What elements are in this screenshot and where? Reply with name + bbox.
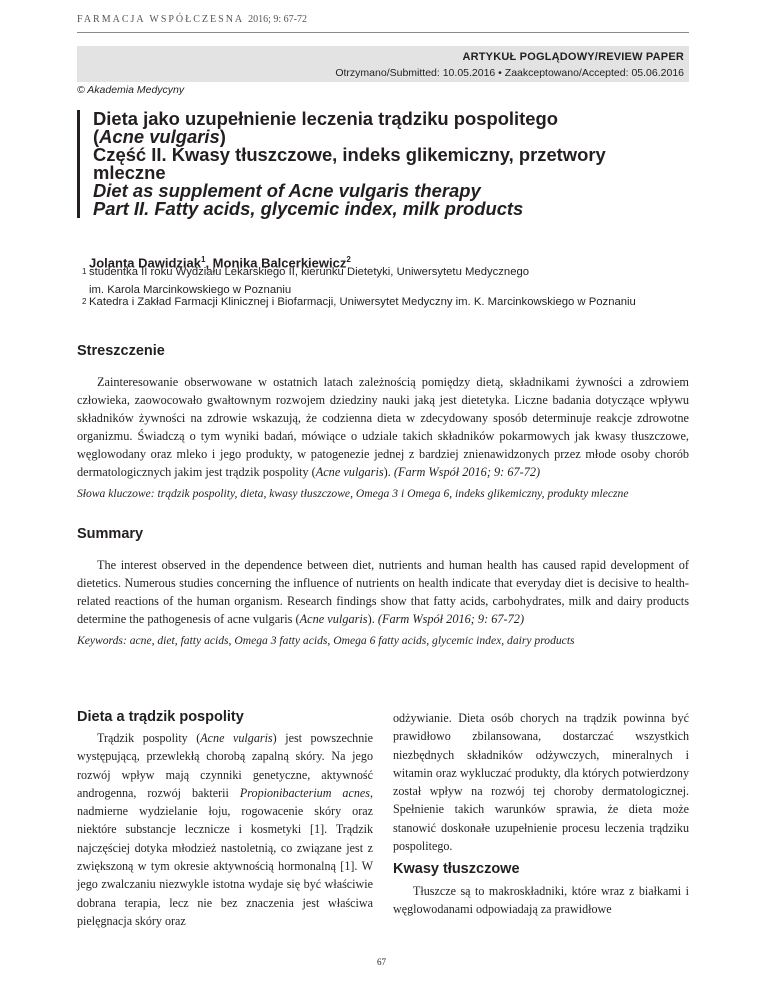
section-heading-fatty-acids: Kwasy tłuszczowe <box>393 861 520 877</box>
citation: (Farm Współ 2016; 9: 67-72) <box>393 465 541 479</box>
author-list: Jolanta Dawidziak$^1$, Monika Balcerkiewicz$^2$ <box>89 255 351 271</box>
body-column-right-cont: Tłuszcze są to makroskładniki, które wraz z białkami i węglowodanami odpowiadają za prawidłowe <box>393 884 689 917</box>
citation: (Farm Współ 2016; 9: 67-72) <box>377 612 525 626</box>
copyright: © Akademia Medycyny <box>77 84 185 96</box>
affiliation-2: Katedra i Zakład Farmacji Klinicznej i Biofarmacji, Uniwersytet Medyczny im. K. Marcinkowskiego w Poznaniu <box>89 296 636 308</box>
title-pl-line-3: Część II. Kwasy tłuszczowe, indeks glikemiczny, przetwory <box>93 144 606 165</box>
journal-name: FARMACJA WSPÓŁCZESNA <box>77 14 244 25</box>
keywords-english: Keywords: acne, diet, fatty acids, Omega 3 fatty acids, Omega 6 fatty acids, glycemic index, dairy products <box>77 634 575 647</box>
author-affiliation-marker: 1 <box>200 255 206 264</box>
title-block <box>77 108 606 219</box>
author-name: Monika Balcerkiewicz <box>212 255 347 271</box>
title-en-line-2: Part II. Fatty acids, glycemic index, milk products <box>93 198 524 219</box>
title-pl-line-4: mleczne <box>93 162 166 183</box>
article-type: ARTYKUŁ POGLĄDOWY/REVIEW PAPER <box>462 51 684 63</box>
title-en-line-1: Diet as supplement of Acne vulgaris therapy <box>93 180 481 201</box>
body-column-left: Trądzik pospolity (Acne vulgaris) jest powszechnie występującą, przewlekłą chorobą zapalną skóry. Na jego rozwój wpływ mają czynniki genetyczne, aktywność androgenna, rozwój bakterii Propionibacterium acnes, nadmierne wydzielanie łoju, rogowacenie skóry oraz niektóre substancje lecznicze i kosmetyki [1]. Trądzik najczęściej dotyka młodzież nastoletnią, co związane jest z zwiększoną w tym okresie aktywnością hormonalną [1]. W jego zwalczaniu niezwykle istotna wydaje się być właściwie dobrana terapia, lecz nie bez znaczenia jest właściwa pielęgnacja skóry oraz <box>77 731 374 928</box>
body-column-right: odżywianie. Dieta osób chorych na trądzik powinna być prawidłowo zbilansowana, dostarczać wszystkich niezbędnych składników odżywczych, mineralnych i witamin oraz wykluczać produkty, dla których potwierdzony został wpływ na rozwój tej choroby dermatologicznej. Spełnienie takich warunków sprawia, że dieta może stanowić doskonałe uzupełnienie procesu leczenia trądziku pospolitego. <box>393 711 689 854</box>
abstract-english: The interest observed in the dependence between diet, nutrients and human health has caused rapid development of dietetics. Numerous studies concerning the influence of nutrients on health indicate that everyday diet is decisive to health-related reactions of the human organism. Research findings show that fatty acids, carbohydrates, milk and dairy products determine the pathogenesis of acne vulgaris (Acne vulgaris). (Farm Współ 2016; 9: 67-72) <box>77 558 689 626</box>
author-affiliation-marker: 2 <box>346 255 351 264</box>
article-dates: Otrzymano/Submitted: 10.05.2016 • Zaakceptowano/Accepted: 05.06.2016 <box>335 67 684 79</box>
title-pl-line-1: Dieta jako uzupełnienie leczenia trądziku pospolitego <box>93 108 558 129</box>
affiliation-1: studentka II roku Wydziału Lekarskiego II, kierunku Dietetyki, Uniwersytetu Medycznego <box>89 266 530 278</box>
keywords-polish: Słowa kluczowe: trądzik pospolity, dieta, kwasy tłuszczowe, Omega 3 i Omega 6, indeks glikemiczny, produkty mleczne <box>77 487 629 500</box>
section-heading-diet-acne: Dieta a trądzik pospolity <box>77 709 244 725</box>
affiliation-number: 2 <box>82 297 87 306</box>
journal-header <box>77 14 307 25</box>
article-type-bar <box>77 46 689 82</box>
affiliation-number: 1 <box>82 267 87 276</box>
journal-issue: 2016; 9: 67-72 <box>248 14 307 25</box>
section-heading-streszczenie: Streszczenie <box>77 343 165 359</box>
title-pl-line-2: (Acne vulgaris) <box>93 126 226 147</box>
affiliation-1-cont: im. Karola Marcinkowskiego w Poznaniu <box>89 284 292 296</box>
author-name: Jolanta Dawidziak <box>89 255 201 271</box>
header-divider <box>77 32 689 33</box>
abstract-polish: Zainteresowanie obserwowane w ostatnich latach zależnością pomiędzy dietą, składnikami żywności a zdrowiem człowieka, zaowocowało gwałtownym rozwojem dziedziny nauki jaką jest dietetyka. Liczne badania dotyczące wpływu składników żywności na zdrowie wskazują, że codzienna dieta w zdecydowany sposób determinuje reakcje zdrowotne organizmu. Świadczą o tym wyniki badań, mówiące o udziale takich składników pokarmowych jak kwasy tłuszczowe, węglowodany oraz mleko i jego produkty, w patogenezie jednej z bardziej znienawidzonych przez młode osoby chorób dermatologicznych jakim jest trądzik pospolity (Acne vulgaris). (Farm Współ 2016; 9: 67-72) <box>77 375 689 479</box>
section-heading-summary: Summary <box>77 526 144 542</box>
page-number: 67 <box>377 957 386 967</box>
